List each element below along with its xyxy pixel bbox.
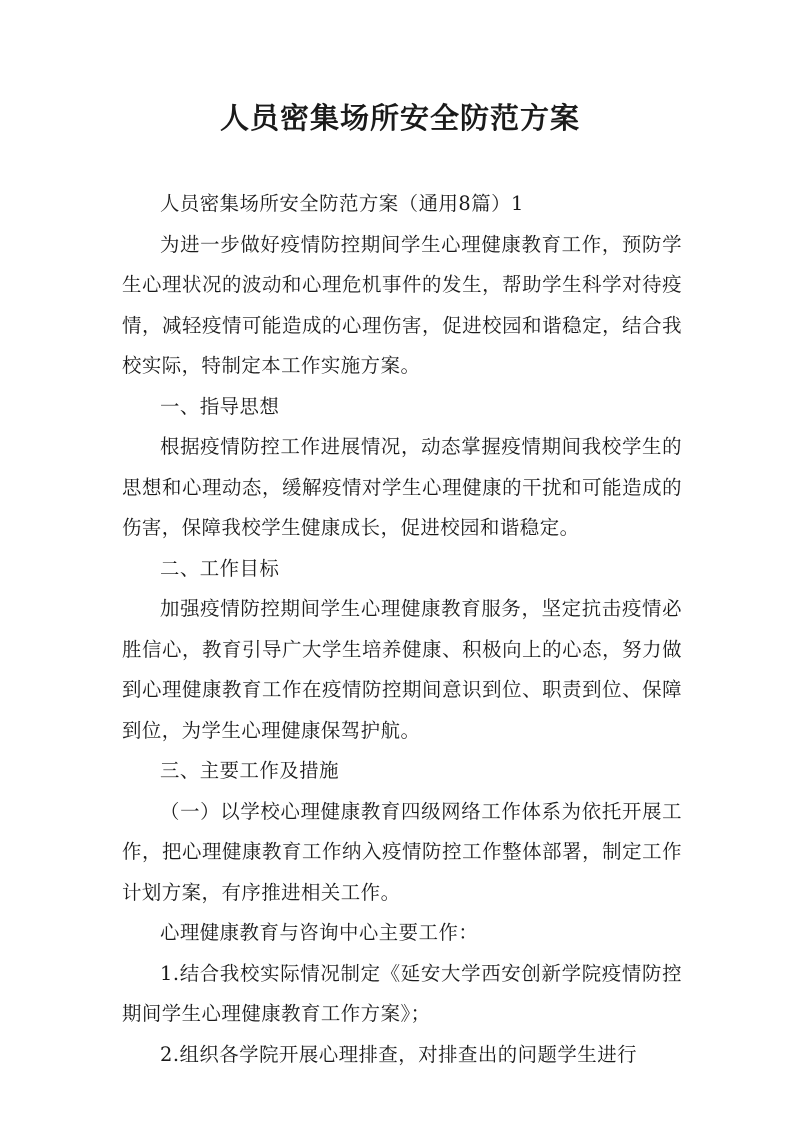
- list-item-2: 2.组织各学院开展心理排查，对排查出的问题学生进行: [160, 1042, 637, 1066]
- section-heading-work-goals: 二、工作目标: [160, 556, 280, 580]
- section-heading-main-work: 三、主要工作及措施: [160, 759, 340, 782]
- intro-paragraph: 为进一步做好疫情防控期间学生心理健康教育工作，预防学生心理状况的波动和心理危机事件的发生，帮助学生科学对待疫情，减轻疫情可能造成的心理伤害，促进校园和谐稳定，结合我校实际，特制定本工作实施方案。: [122, 232, 682, 377]
- main-work-paragraph-1: （一）以学校心理健康教育四级网络工作体系为依托开展工作，把心理健康教育工作纳入疫情防控工作整体部署，制定工作计划方案，有序推进相关工作。: [122, 799, 682, 904]
- center-work-heading: 心理健康教育与咨询中心主要工作：: [160, 921, 479, 944]
- guiding-thought-paragraph: 根据疫情防控工作进展情况，动态掌握疫情期间我校学生的思想和心理动态，缓解疫情对学生心理健康的干扰和可能造成的伤害，保障我校学生健康成长，促进校园和谐稳定。: [122, 435, 682, 539]
- list-item-1: 1.结合我校实际情况制定《延安大学西安创新学院疫情防控期间学生心理健康教育工作方案》；: [122, 961, 682, 1025]
- subtitle-paragraph: 人员密集场所安全防范方案（通用8篇）1: [160, 192, 524, 215]
- document-title: 人员密集场所安全防范方案: [219, 101, 580, 135]
- document-body: [122, 184, 682, 1075]
- section-heading-guiding-thought: 一、指导思想: [160, 394, 280, 418]
- work-goals-paragraph: 加强疫情防控期间学生心理健康教育服务，坚定抗击疫情必胜信心，教育引导广大学生培养健康、积极向上的心态，努力做到心理健康教育工作在疫情防控期间意识到位、职责到位、保障到位，为学生心理健康保驾护航。: [122, 597, 682, 742]
